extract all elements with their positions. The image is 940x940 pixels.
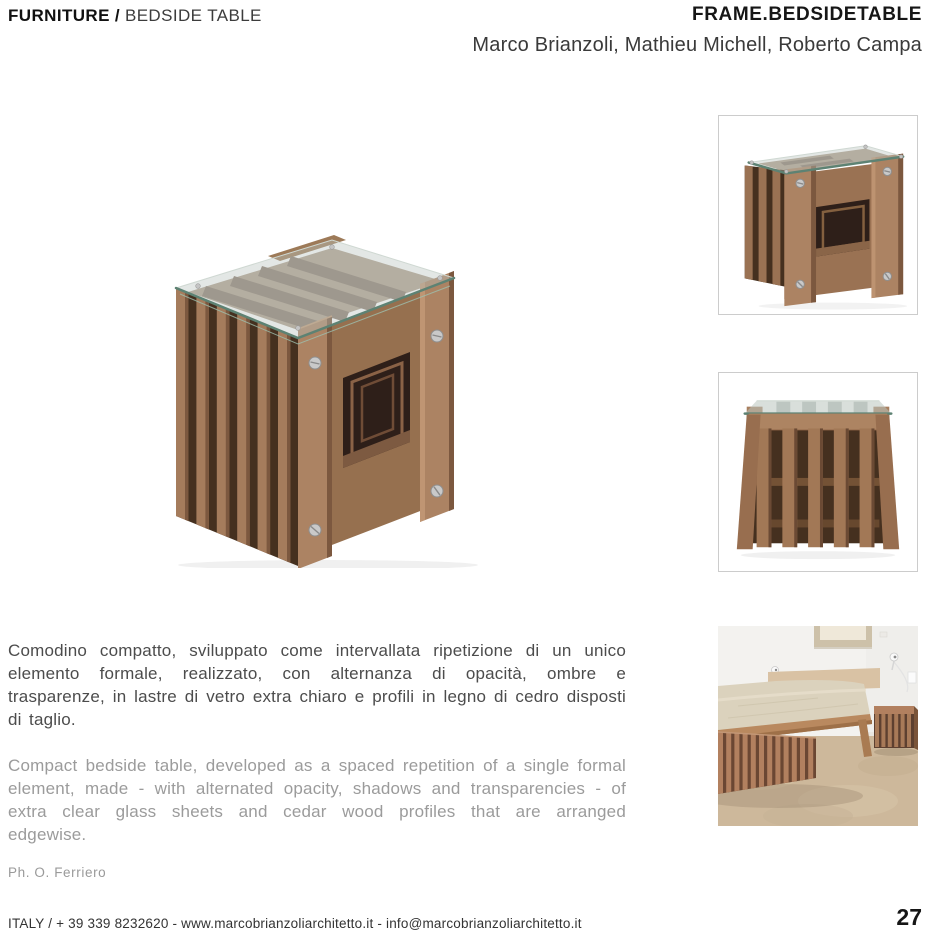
designers-names: Marco Brianzoli, Mathieu Michell, Roberto Campa bbox=[472, 34, 922, 56]
page-number: 27 bbox=[896, 904, 922, 930]
breadcrumb-separator: / bbox=[114, 6, 120, 25]
breadcrumb bbox=[8, 6, 262, 26]
product-title: FRAME.BEDSIDETABLE bbox=[691, 4, 922, 25]
thumbnail-front-view-image bbox=[719, 373, 917, 571]
main-product-image bbox=[148, 226, 480, 568]
main-product-figure bbox=[148, 226, 480, 568]
bedroom-photo-image bbox=[718, 626, 918, 826]
description-english: Compact bedside table, developed as a spaced repetition of a single formal element, made - with alternated opacity, shadows and transparencies - of extra clear glass sheets and cedar wood profiles that are arranged edgewise. bbox=[8, 756, 626, 844]
thumbnail-bedroom-photo bbox=[718, 626, 918, 826]
description-italian: Comodino compatto, sviluppato come intervallata ripetizione di un unico elemento formale, realizzato, con alternanza di opacità, ombre e trasparenze, in lastre di vetro extra chiaro e profili in legno di cedro disposti di taglio. bbox=[8, 641, 626, 729]
title-block bbox=[472, 4, 922, 57]
thumbnail-angled-view bbox=[718, 115, 918, 315]
footer-contact: ITALY / + 39 339 8232620 - www.marcobrianzoliarchitetto.it - info@marcobrianzoliarchitetto.it bbox=[8, 916, 582, 931]
breadcrumb-subcategory: BEDSIDE TABLE bbox=[124, 6, 262, 25]
photo-credit: Ph. O. Ferriero bbox=[8, 865, 107, 880]
thumbnail-front-view bbox=[718, 372, 918, 572]
thumbnail-angled-view-image bbox=[719, 116, 917, 314]
breadcrumb-category: FURNITURE bbox=[8, 6, 110, 25]
